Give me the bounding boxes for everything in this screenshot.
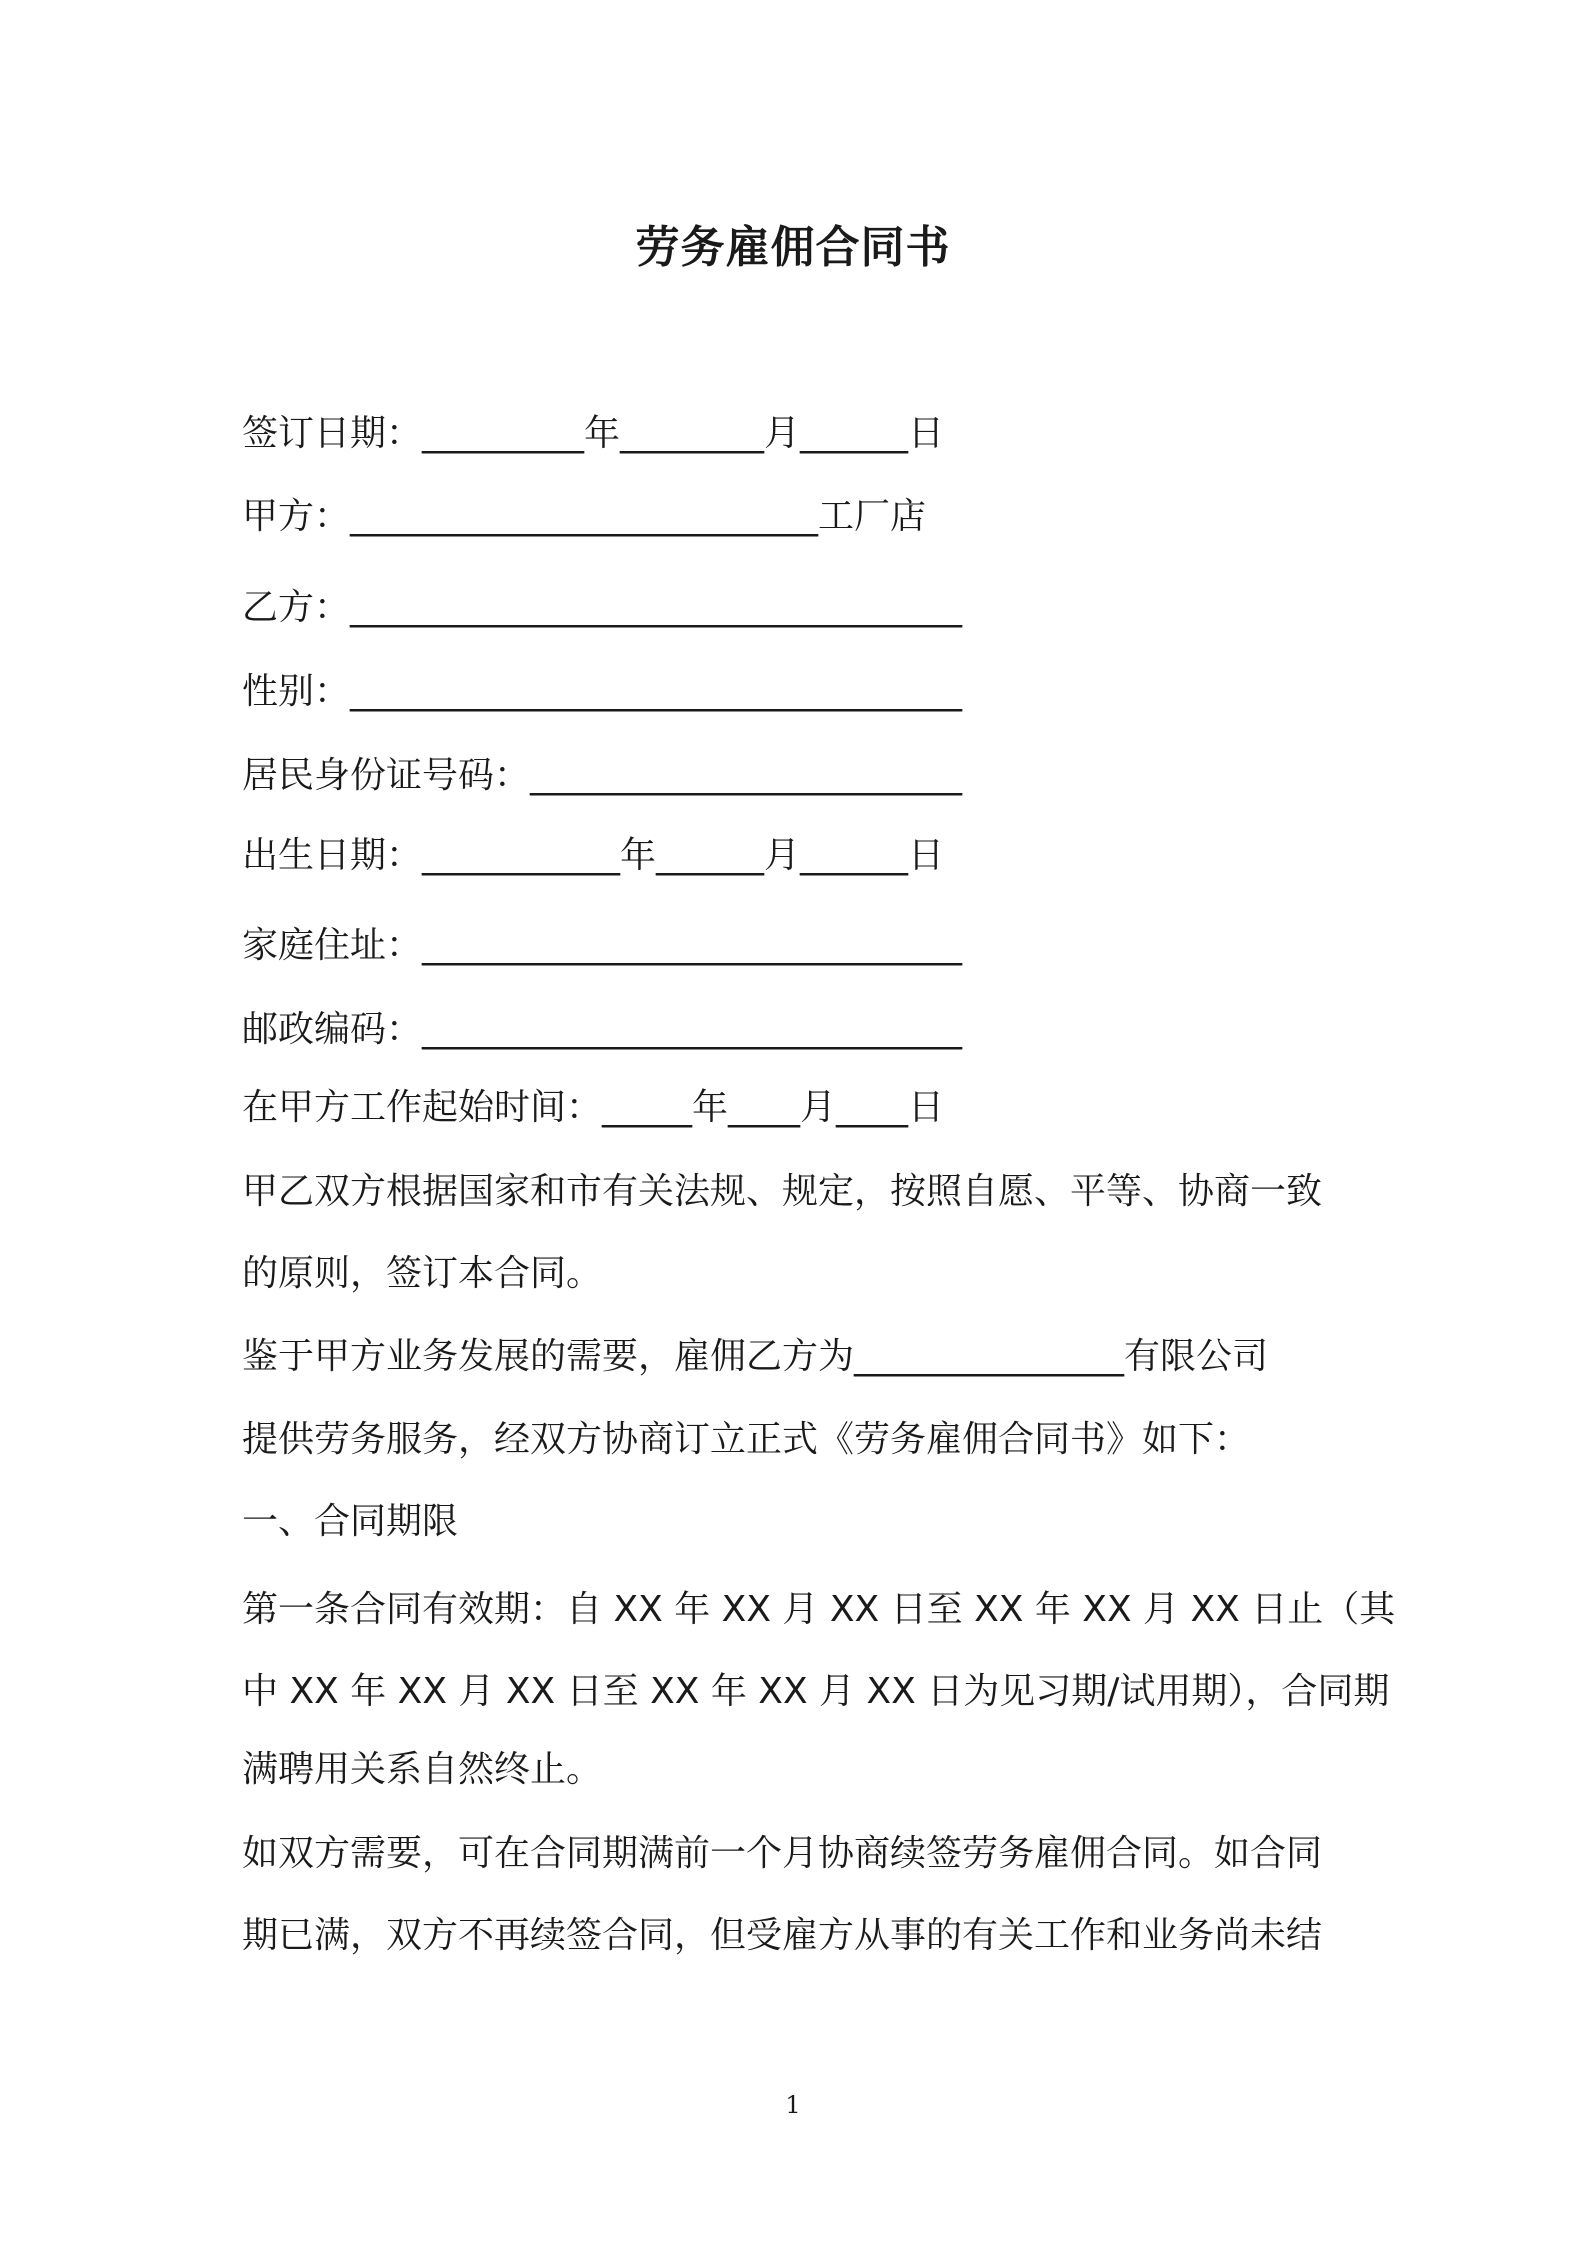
- article-one-line-1: 第一条合同有效期：自 XX 年 XX 月 XX 日至 XX 年 XX 月 XX 日止（其: [242, 1589, 1396, 1630]
- article-one-line-3: 满聘用关系自然终止。: [242, 1749, 603, 1790]
- home-address-line: 家庭住址：______________________________: [242, 925, 963, 966]
- document-title: 劳务雇佣合同书: [635, 222, 951, 273]
- paragraph-intro-line-2: 的原则，签订本合同。: [242, 1253, 603, 1294]
- birth-date-line: 出生日期：___________年______月______日: [242, 835, 945, 876]
- id-number-line: 居民身份证号码：________________________: [242, 755, 963, 796]
- renewal-paragraph-line-2: 期已满，双方不再续签合同，但受雇方从事的有关工作和业务尚未结: [242, 1915, 1323, 1956]
- article-one-line-2: 中 XX 年 XX 月 XX 日至 XX 年 XX 月 XX 日为见习期/试用期），合同期: [242, 1671, 1390, 1712]
- start-date-line: 在甲方工作起始时间：_____年____月____日: [242, 1087, 945, 1128]
- postal-code-line: 邮政编码：______________________________: [242, 1009, 963, 1050]
- party-b-line: 乙方：__________________________________: [242, 587, 963, 628]
- paragraph-intro-line-1: 甲乙双方根据国家和市有关法规、规定，按照自愿、平等、协商一致: [242, 1171, 1323, 1212]
- gender-line: 性别：__________________________________: [242, 671, 963, 712]
- party-a-line: 甲方：__________________________工厂店: [242, 496, 927, 537]
- page-number: 1: [785, 2091, 801, 2119]
- paragraph-employment-line-2: 提供劳务服务，经双方协商订立正式《劳务雇佣合同书》如下：: [242, 1419, 1251, 1460]
- section-heading-contract-term: 一、合同期限: [242, 1501, 459, 1542]
- paragraph-employment-line-1: 鉴于甲方业务发展的需要，雇佣乙方为_______________有限公司: [242, 1336, 1269, 1377]
- renewal-paragraph-line-1: 如双方需要，可在合同期满前一个月协商续签劳务雇佣合同。如合同: [242, 1833, 1323, 1874]
- signing-date-line: 签订日期：_________年________月______日: [242, 413, 945, 454]
